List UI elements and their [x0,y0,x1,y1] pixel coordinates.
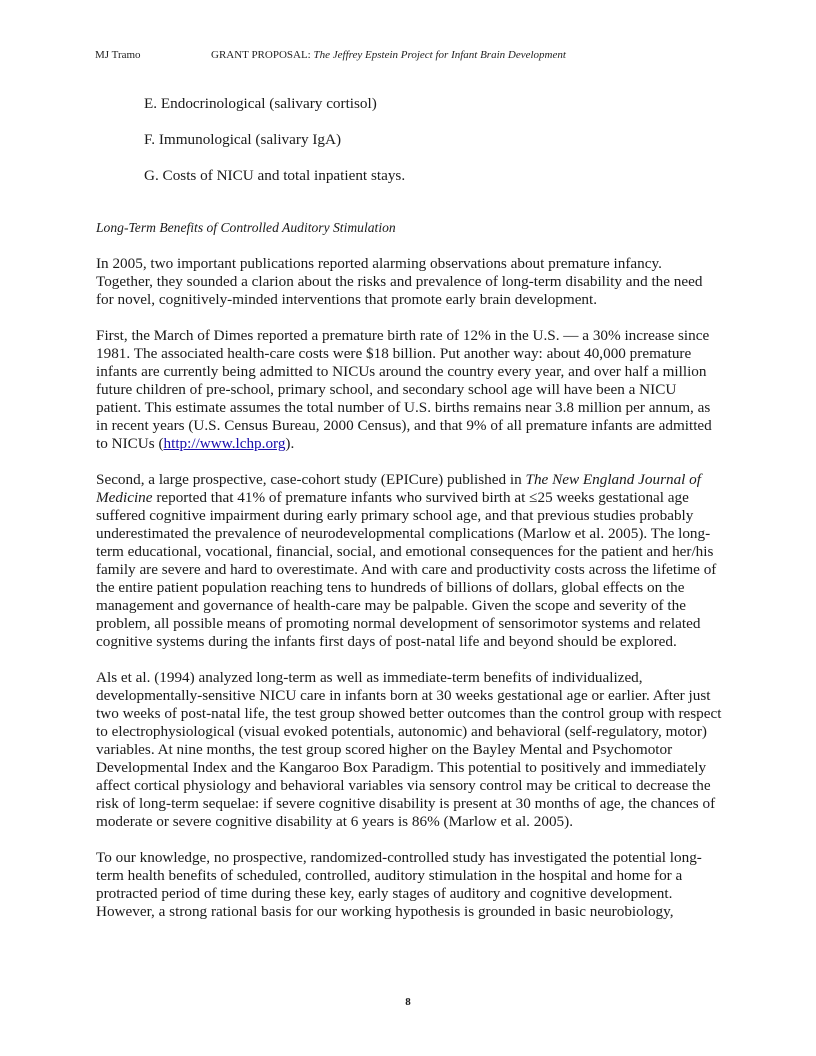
paragraph-2 [96,327,722,453]
paragraph-2-text: First, the March of Dimes reported a premature birth rate of 12% in the U.S. — a 30% increase since 1981. The associated health-care costs were $18 billion. Put another way: about 40,000 premature infants are currently being admitted to NICUs around the country every year, and over half a million future children of pre-school, primary school, and secondary school age will have been a NICU patient. This estimate assumes the total number of U.S. births remains near 3.8 million per annum, as in recent years (U.S. Census Bureau, 2000 Census), and that 9% of all premature infants are admitted to NICUs ( [96,327,712,452]
paragraph-3-start: Second, a large prospective, case-cohort study (EPICure) published in [96,471,526,488]
paragraph-1: In 2005, two important publications reported alarming observations about premature infancy. Together, they sounded a clarion about the risks and prevalence of long-term disability and the need for novel, cognitively-minded interventions that promote early brain development. [96,255,703,308]
header-label: GRANT PROPOSAL: [211,49,311,61]
page-header [95,48,721,64]
header-project: The Jeffrey Epstein Project for Infant Brain Development [313,49,566,61]
outcome-list [96,95,722,185]
paragraph-3 [96,471,722,651]
lchp-link[interactable]: http://www.lchp.org [163,435,286,452]
paragraph-3-rest: reported that 41% of premature infants who survived birth at ≤25 weeks gestational age suffered cognitive impairment during early primary school age, and that previous studies probably underestimated the prevalence of neurodevelopmental complications (Marlow et al. 2005). The long-term educational, vocational, financial, social, and emotional consequences for the patient and her/his family are severe and hard to overestimate. And with care and productivity costs across the lifetime of the entire patient population reaching tens to hundreds of billions of dollars, global effects on the management and governance of health-care may be palpable. Given the scope and severity of the problem, all possible means of promoting normal development of sensorimotor systems and related cognitive systems during the infants first days of post-natal life and beyond should be explored. [96,489,717,650]
paragraph-2-end: ). [285,435,295,452]
list-item: E. Endocrinological (salivary cortisol) [144,95,377,112]
paragraph-4: Als et al. (1994) analyzed long-term as well as immediate-term benefits of individualized, developmentally-sensitive NICU care in infants born at 30 weeks gestational age or earlier. After just two weeks of post-natal life, the test group showed better outcomes than the control group with respect to electrophysiological (visual evoked potentials, autonomic) and behavioral (self-regulatory, motor) variables. At nine months, the test group scored higher on the Bayley Mental and Psychomotor Developmental Index and the Kangaroo Box Paradigm. This potential to positively and immediately affect cortical physiology and behavioral variables via sensory control may be critical to decrease the risk of long-term sequelae: if severe cognitive disability is present at 30 months of age, the chances of moderate or severe cognitive disability at 6 years is 86% (Marlow et al. 2005). [96,669,722,830]
header-author: MJ Tramo [95,49,141,61]
list-item: G. Costs of NICU and total inpatient stays. [144,167,406,184]
journal-title: The New England Journal of Medicine [96,471,701,506]
section-heading: Long-Term Benefits of Controlled Auditory Stimulation [96,220,396,235]
page-number: 8 [405,996,411,1008]
list-item: F. Immunological (salivary IgA) [144,131,342,148]
paragraph-5: To our knowledge, no prospective, randomized-controlled study has investigated the potential long-term health benefits of scheduled, controlled, auditory stimulation in the hospital and home for a protracted period of time during these key, early stages of auditory and cognitive development. However, a strong rational basis for our working hypothesis is grounded in basic neurobiology, [96,849,702,920]
header-title [211,48,566,62]
page-body [96,95,722,921]
